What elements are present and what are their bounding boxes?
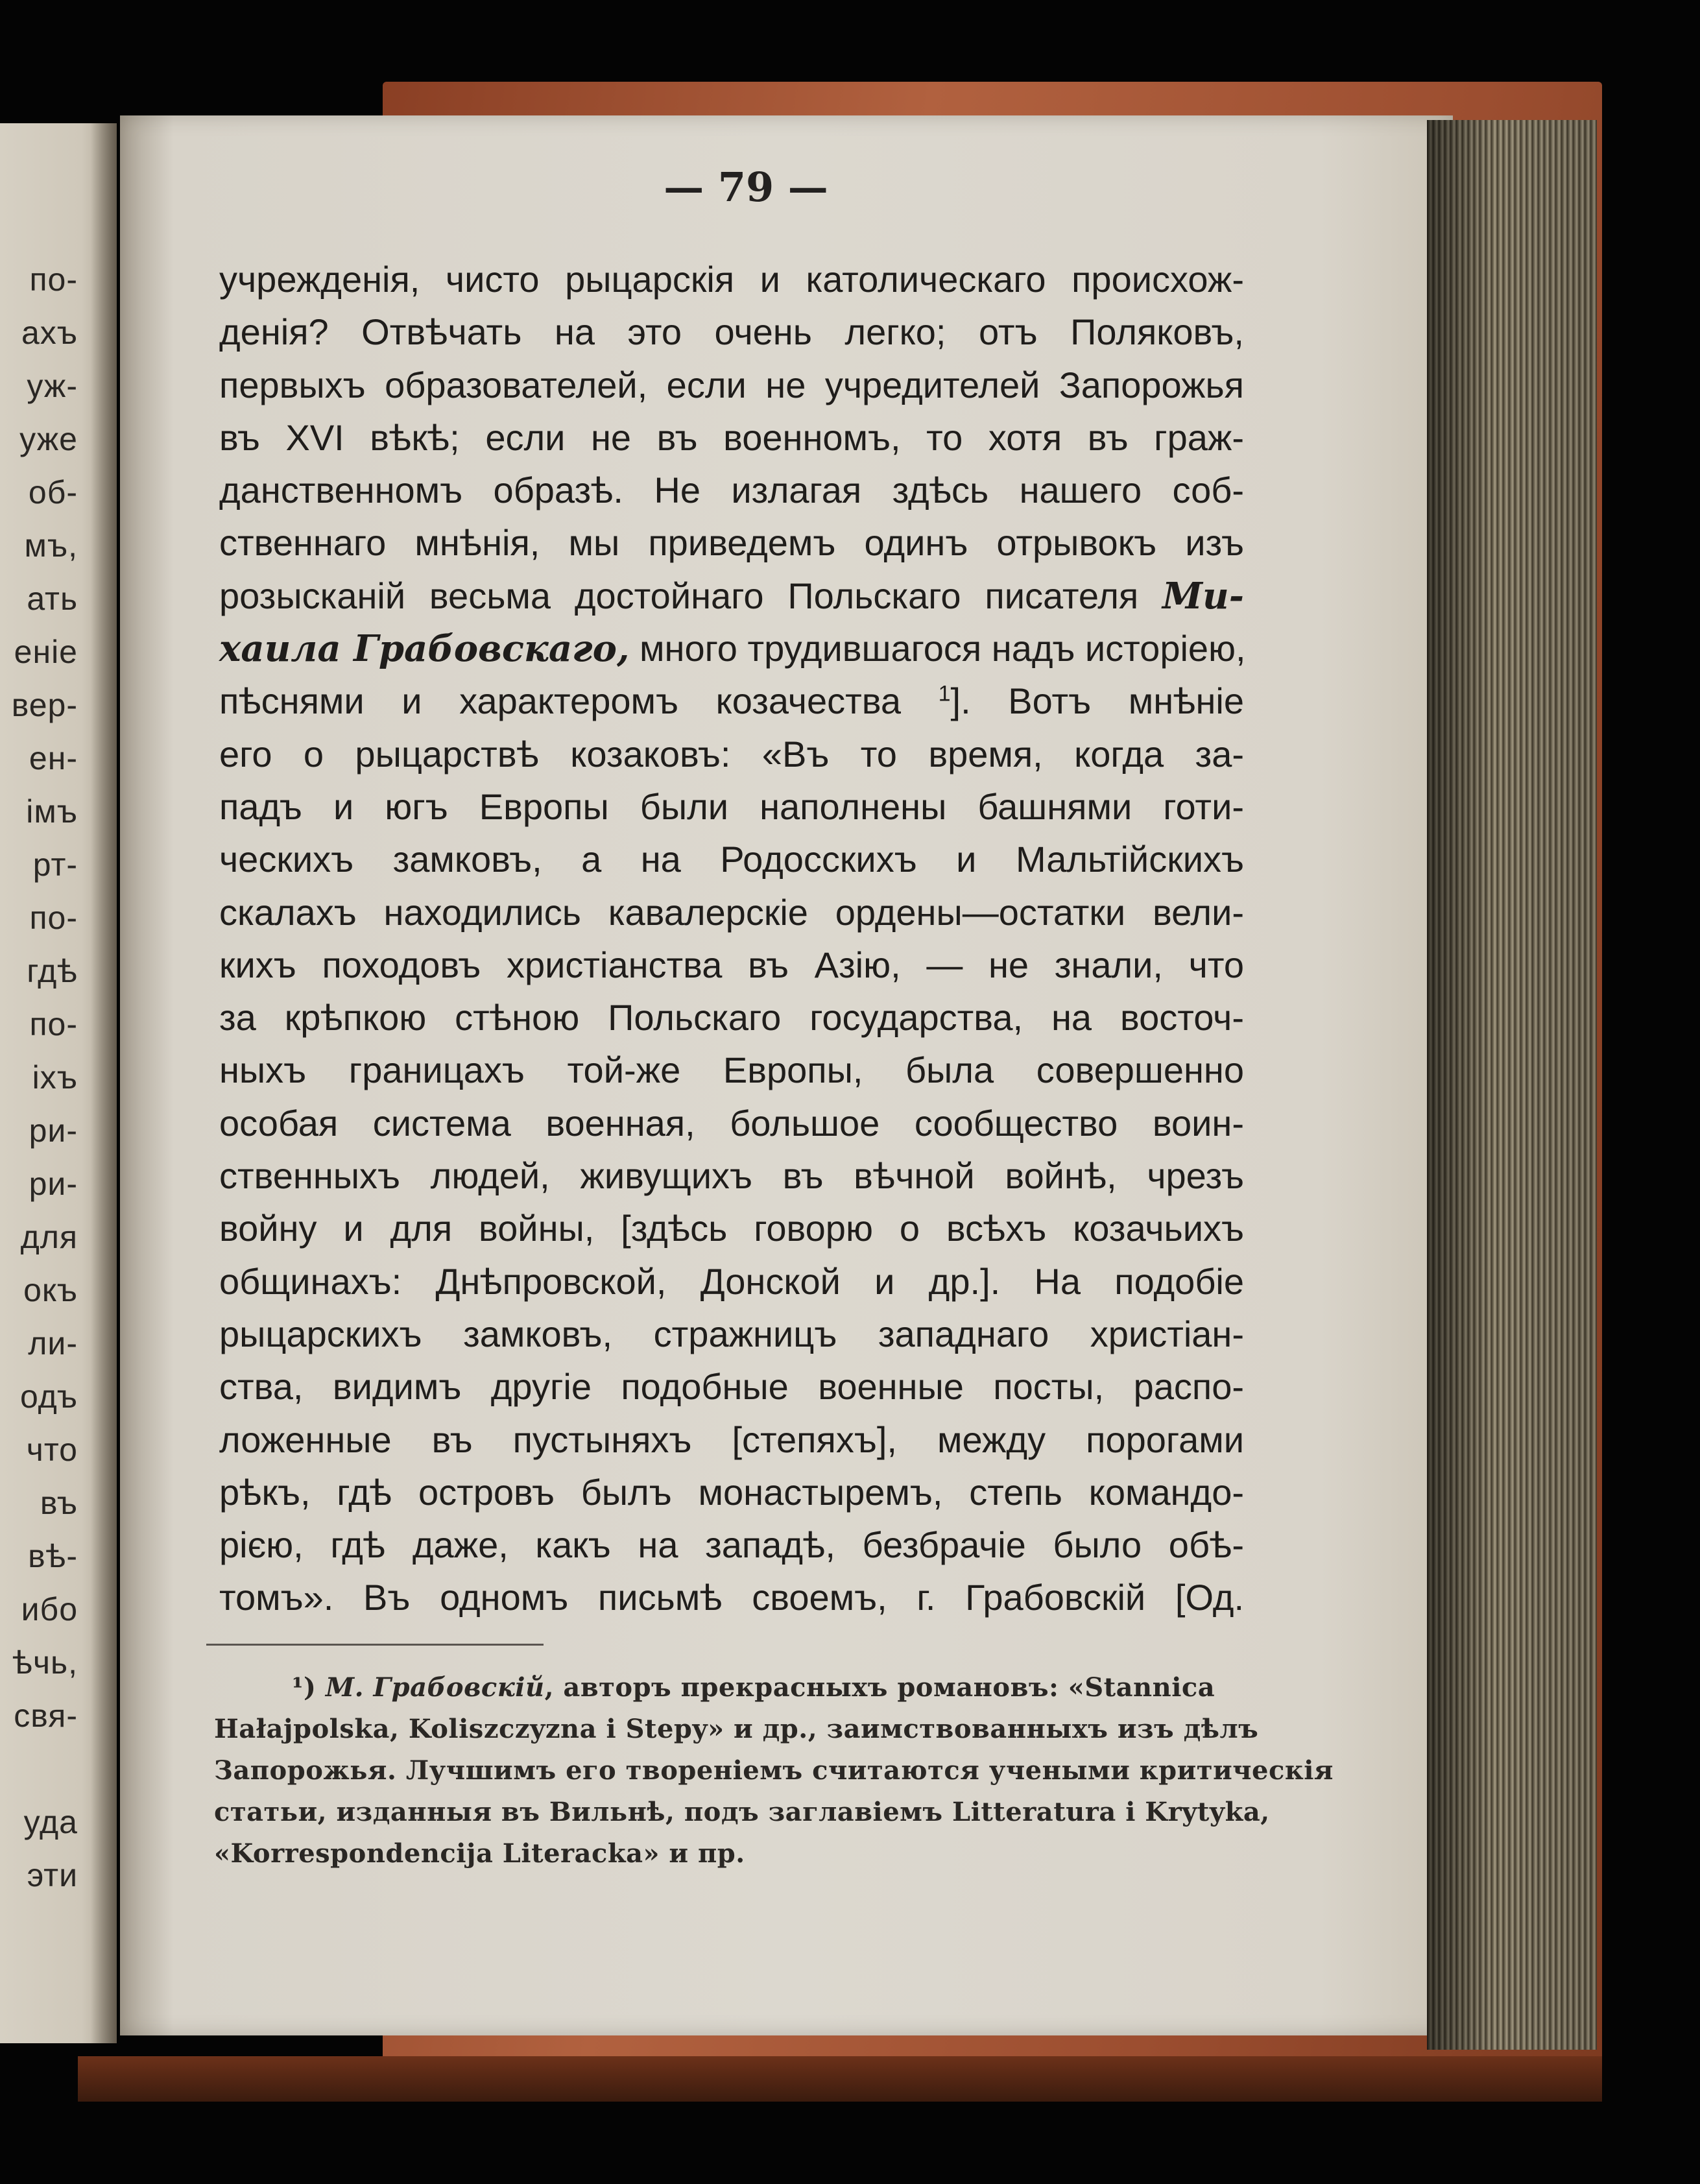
text-line: войну и для войны, [здѣсь говорю о всѣхъ козачьихъ <box>219 1208 1244 1249</box>
left-page-text <box>0 253 78 1902</box>
page-edges-shadow <box>1427 120 1597 2050</box>
footnote-divider <box>206 1644 544 1646</box>
left-fragment: вер- <box>11 687 78 723</box>
book-gutter <box>91 123 117 2043</box>
text-span: пѣснями и характеромъ козачества <box>219 680 902 722</box>
left-fragment: ахъ <box>21 315 78 351</box>
left-fragment: ли- <box>28 1325 78 1362</box>
footnote-author: М. Грабовскій <box>325 1672 545 1703</box>
footnote-line: Запорожья. Лучшимъ его твореніемъ считаются учеными критическія <box>214 1755 1334 1786</box>
left-fragment: свя- <box>14 1698 78 1734</box>
left-fragment: ри- <box>29 1112 78 1149</box>
left-fragment: мъ, <box>24 527 78 564</box>
left-fragment: по- <box>29 261 78 298</box>
footnote-marker: ¹) <box>292 1672 317 1703</box>
text-line <box>219 675 1244 727</box>
left-fragment: рт- <box>32 846 78 883</box>
italic-author-name: Ми- <box>1162 574 1244 618</box>
text-line <box>219 622 1244 675</box>
text-line: за крѣпкою стѣною Польскаго государства, на восточ- <box>219 997 1244 1038</box>
footnote-line: Hałajpolska, Koliszczyzna i Stepy» и др., заимствованныхъ изъ дѣлъ <box>214 1714 1259 1744</box>
text-line: первыхъ образователей, если не учредителей Запорожья <box>219 364 1244 405</box>
text-line: ческихъ замковъ, а на Родосскихъ и Мальтійскихъ <box>219 839 1244 880</box>
text-line: въ XVI вѣкѣ; если не въ военномъ, то хотя въ граж- <box>219 416 1244 458</box>
page-number: — 79 — <box>664 163 828 211</box>
text-line: особая система военная, большое сообщество воин- <box>219 1102 1244 1144</box>
left-fragment: что <box>26 1432 78 1468</box>
left-fragment: еніе <box>14 634 78 670</box>
text-line: его о рыцарствѣ козаковъ: «Въ то время, когда за- <box>219 733 1244 774</box>
text-line: ныхъ границахъ той-же Европы, была совершенно <box>219 1050 1244 1091</box>
left-fragment: по- <box>29 1006 78 1042</box>
left-fragment: уда <box>23 1804 78 1840</box>
text-line: кихъ походовъ христіанства въ Азію, — не знали, что <box>219 944 1244 985</box>
left-fragment: ен- <box>29 740 78 776</box>
text-line: денія? Отвѣчать на это очень легко; отъ Поляковъ, <box>219 311 1244 353</box>
left-fragment <box>0 1742 78 1795</box>
text-line: ственнаго мнѣнія, мы приведемъ одинъ отрывокъ изъ <box>219 522 1244 564</box>
footnote-line <box>214 1667 1238 1709</box>
text-line: рією, гдѣ даже, какъ на западѣ, безбрачіе было обѣ- <box>219 1524 1244 1566</box>
text-line: ства, видимъ другіе подобные военные посты, распо- <box>219 1366 1244 1408</box>
text-line: ственныхъ людей, живущихъ въ вѣчной войнѣ, чрезъ <box>219 1155 1244 1197</box>
text-line: томъ». Въ одномъ письмѣ своемъ, г. Грабовскій [Од. <box>219 1577 1244 1618</box>
text-span: Вотъ мнѣніе <box>1008 680 1244 722</box>
text-line: рыцарскихъ замковъ, стражницъ западнаго христіан- <box>219 1313 1244 1354</box>
text-line: учрежденія, чисто рыцарскія и католическаго происхож- <box>219 259 1244 300</box>
left-fragment: для <box>20 1219 78 1255</box>
left-fragment: эти <box>27 1857 78 1893</box>
left-fragment: уж- <box>27 368 78 404</box>
text-line: ложенные въ пустыняхъ [степяхъ], между порогами <box>219 1419 1244 1460</box>
footnote-text: , авторъ прекрасныхъ романовъ: «Stannica <box>544 1672 1215 1703</box>
text-span: розысканій весьма достойнаго Польскаго писателя <box>219 575 1139 616</box>
left-fragment: об- <box>28 474 78 510</box>
text-line: данственномъ образѣ. Не излагая здѣсь нашего соб- <box>219 470 1244 511</box>
left-fragment: гдѣ <box>27 953 78 989</box>
left-fragment: ибо <box>21 1591 78 1627</box>
text-line: общинахъ: Днѣпровской, Донской и др.]. На подобіе <box>219 1260 1244 1302</box>
footnote <box>214 1667 1334 1875</box>
footnote-line: статьи, изданныя въ Вильнѣ, подъ заглавіемъ Litteratura i Krytyka, <box>214 1797 1270 1827</box>
left-fragment: ать <box>27 581 78 617</box>
footnote-line: «Korrespondencija Literacka» и пр. <box>214 1838 745 1869</box>
left-fragment: по- <box>29 900 78 936</box>
body-text <box>219 253 1244 1624</box>
left-fragment: іхъ <box>32 1059 78 1096</box>
left-fragment: ри- <box>29 1166 78 1202</box>
left-fragment: въ <box>40 1485 78 1521</box>
book-cover-edge <box>78 2056 1602 2102</box>
text-line <box>219 570 1244 622</box>
text-line: рѣкъ, гдѣ островъ былъ монастыремъ, степь командо- <box>219 1471 1244 1513</box>
text-span: ]. <box>950 680 971 722</box>
left-page <box>0 123 117 2043</box>
left-fragment: вѣ- <box>28 1538 78 1574</box>
left-fragment: уже <box>19 421 78 457</box>
text-span: много трудившагося надъ исторіею, <box>640 628 1246 669</box>
left-fragment: окъ <box>23 1272 78 1308</box>
text-line: скалахъ находились кавалерскіе ордены—остатки вели- <box>219 891 1244 933</box>
italic-author-name: хаила Грабовскаго, <box>219 627 630 671</box>
left-fragment: імъ <box>26 793 78 830</box>
left-fragment: ѣчь, <box>12 1644 78 1681</box>
left-fragment: одъ <box>19 1378 78 1415</box>
text-line: падъ и югъ Европы были наполнены башнями готи- <box>219 786 1244 827</box>
footnote-reference[interactable]: 1 <box>938 681 951 706</box>
